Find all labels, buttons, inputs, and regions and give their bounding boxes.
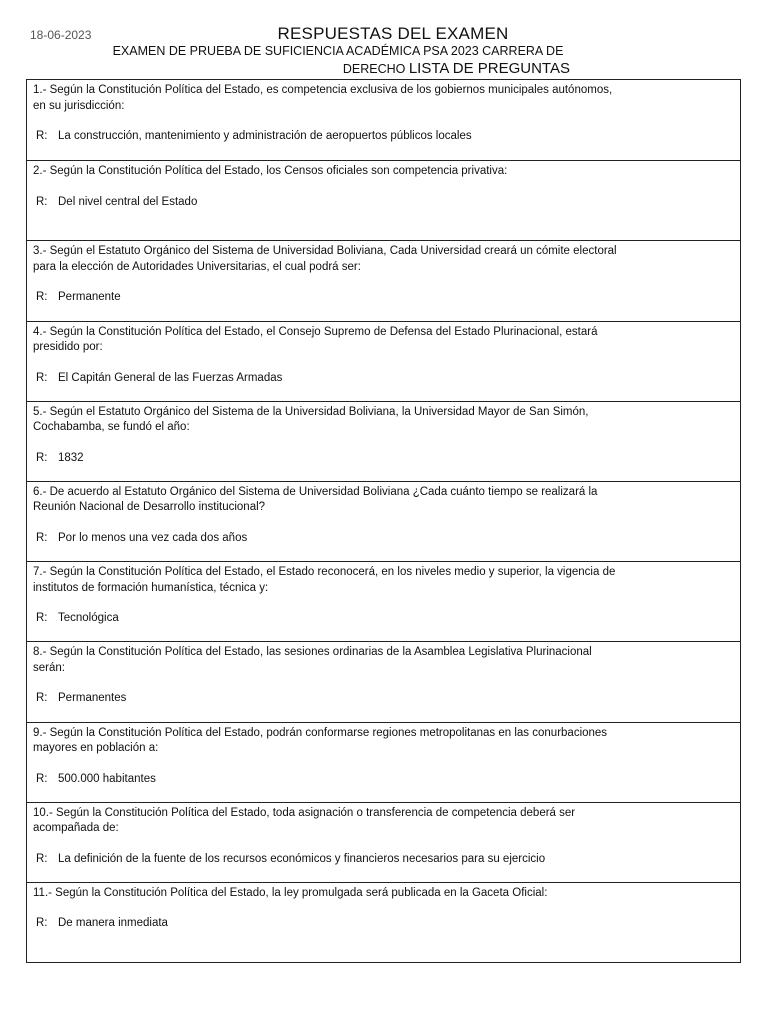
answer-prefix: R: — [36, 371, 48, 384]
answer-text: 500.000 habitantes — [58, 772, 156, 785]
question-text: 1.- Según la Constitución Política del Estado, es competencia exclusiva de los gobiernos municipales autónomos, en su jurisdicción: — [33, 84, 613, 112]
question-row — [27, 481, 740, 561]
question-row — [27, 321, 740, 401]
answer-line — [33, 852, 734, 868]
answer-prefix: R: — [36, 692, 48, 705]
exam-subtitle: EXAMEN DE PRUEBA DE SUFICIENCIA ACADÉMICA PSA 2023 CARRERA DE — [112, 44, 564, 58]
exam-date: 18-06-2023 — [30, 28, 92, 42]
answer-text: La construcción, mantenimiento y administración de aeropuertos públicos locales — [58, 130, 472, 142]
answer-prefix: R: — [36, 291, 48, 304]
answer-prefix: R: — [36, 852, 48, 865]
answer-line — [33, 611, 734, 627]
question-row — [27, 160, 740, 240]
answer-line — [33, 451, 734, 467]
question-text: 4.- Según la Constitución Política del Estado, el Consejo Supremo de Defensa del Estado Plurinacional, estará presidido por: — [33, 325, 598, 354]
question-row — [27, 240, 740, 320]
answer-text: La definición de la fuente de los recursos económicos y financieros necesarios para su ejercicio — [58, 852, 546, 865]
question-row — [27, 401, 740, 481]
question-row — [27, 641, 740, 721]
answer-text: Permanentes — [58, 692, 127, 705]
question-text: 7.- Según la Constitución Política del Estado, el Estado reconocerá, en los niveles medio y superior, la vigencia de institutos de formación humanística, técnica y: — [33, 566, 616, 594]
answer-text: Del nivel central del Estado — [58, 195, 198, 208]
answer-prefix: R: — [36, 772, 48, 785]
question-text: 3.- Según el Estatuto Orgánico del Sistema de Universidad Boliviana, Cada Universidad creará un cómite electoral para la elección de Autoridades Universitarias, el cual podrá ser: — [33, 245, 617, 273]
question-text: 6.- De acuerdo al Estatuto Orgánico del Sistema de Universidad Boliviana ¿Cada cuánto tiempo se realizará la Reunión Nacional de Desarrollo institucional? — [33, 485, 598, 514]
answer-prefix: R: — [36, 130, 48, 142]
question-text: 8.- Según la Constitución Política del Estado, las sesiones ordinarias de la Asamblea Legislativa Plurinacional serán: — [33, 646, 592, 674]
answer-line — [33, 195, 734, 211]
answer-line — [33, 531, 734, 547]
answer-text: 1832 — [58, 451, 84, 464]
answer-line — [33, 129, 734, 145]
question-row — [27, 722, 740, 802]
question-text: 9.- Según la Constitución Política del Estado, podrán conformarse regiones metropolitanas en las conurbaciones mayores en población a: — [33, 726, 608, 754]
questions-table — [26, 79, 741, 963]
answer-line — [33, 772, 734, 788]
exam-subtitle-line2 — [343, 60, 570, 77]
answer-prefix: R: — [36, 612, 48, 625]
answer-prefix: R: — [36, 195, 48, 208]
question-text: 2.- Según la Constitución Política del Estado, los Censos oficiales son competencia privativa: — [33, 165, 508, 178]
answer-text: El Capitán General de las Fuerzas Armadas — [58, 371, 283, 384]
question-row — [27, 561, 740, 641]
page-title: RESPUESTAS DEL EXAMEN — [277, 24, 509, 43]
answer-text: Por lo menos una vez cada dos años — [58, 531, 248, 544]
question-text: 5.- Según el Estatuto Orgánico del Sistema de la Universidad Boliviana, la Universidad Mayor de San Simón, Cochabamba, se fundó el año: — [33, 405, 589, 434]
question-text: 10.- Según la Constitución Política del Estado, toda asignación o transferencia de competencia deberá ser acompañada de: — [33, 806, 576, 835]
answer-line — [33, 371, 734, 387]
question-row — [27, 882, 740, 962]
answer-prefix: R: — [36, 531, 48, 544]
career-name: DERECHO — [342, 62, 409, 76]
answer-prefix: R: — [36, 451, 48, 464]
answer-prefix: R: — [36, 917, 48, 930]
question-text: 11.- Según la Constitución Política del Estado, la ley promulgada será publicada en la Gaceta Oficial: — [33, 886, 548, 899]
answer-line — [33, 691, 734, 707]
answer-line — [33, 916, 734, 932]
answer-text: Tecnológica — [58, 612, 119, 625]
answer-text: De manera inmediata — [58, 917, 168, 930]
question-list-title: LISTA DE PREGUNTAS — [408, 60, 570, 77]
question-row — [27, 80, 740, 160]
answer-line — [33, 290, 734, 306]
question-row — [27, 802, 740, 882]
answer-text: Permanente — [58, 291, 121, 304]
